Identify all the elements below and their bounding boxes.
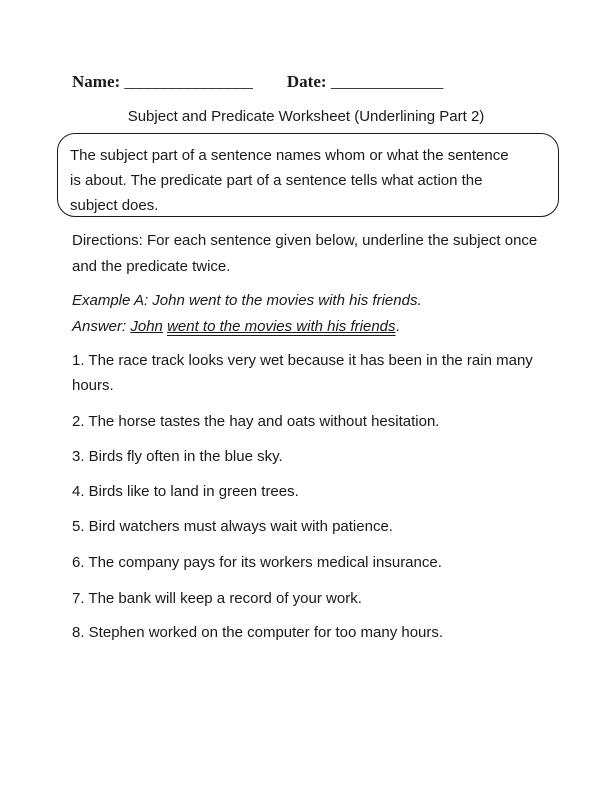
directions-text: Directions: For each sentence given below, underline the subject once and the predicate twice.: [72, 232, 538, 275]
sentence-item: 2. The horse tastes the hay and oats without hesitation.: [72, 413, 440, 430]
sentence-item: 8. Stephen worked on the computer for too many hours.: [72, 624, 444, 641]
answer-subject: John: [130, 318, 163, 335]
answer-label: Answer:: [72, 318, 131, 335]
sentence-item: 1. The race track looks very wet because it has been in the rain many hours.: [72, 352, 533, 394]
answer-predicate: went to the movies with his friends: [167, 318, 396, 335]
worksheet-title: Subject and Predicate Worksheet (Underlining Part 2): [127, 108, 485, 125]
sentence-item: 4. Birds like to land in green trees.: [72, 483, 299, 500]
example-answer: [72, 314, 552, 340]
example-block: [72, 288, 552, 340]
sentence-item: 5. Bird watchers must always wait with patience.: [72, 518, 393, 535]
definition-box: [57, 133, 559, 217]
date-label: Date:: [286, 72, 327, 91]
answer-end: .: [395, 318, 400, 335]
name-label: Name:: [72, 72, 121, 91]
definition-text: The subject part of a sentence names whom or what the sentence is about. The predicate part of a sentence tells what action the subject does.: [70, 147, 509, 214]
sentence-item: 3. Birds fly often in the blue sky.: [72, 448, 283, 465]
date-blank: ______________: [330, 72, 443, 91]
name-blank: ________________: [124, 72, 253, 91]
header: [72, 72, 443, 92]
sentence-item: 6. The company pays for its workers medical insurance.: [72, 554, 442, 571]
example-sentence: Example A: John went to the movies with his friends.: [72, 292, 422, 309]
sentence-item: 7. The bank will keep a record of your work.: [72, 590, 362, 607]
